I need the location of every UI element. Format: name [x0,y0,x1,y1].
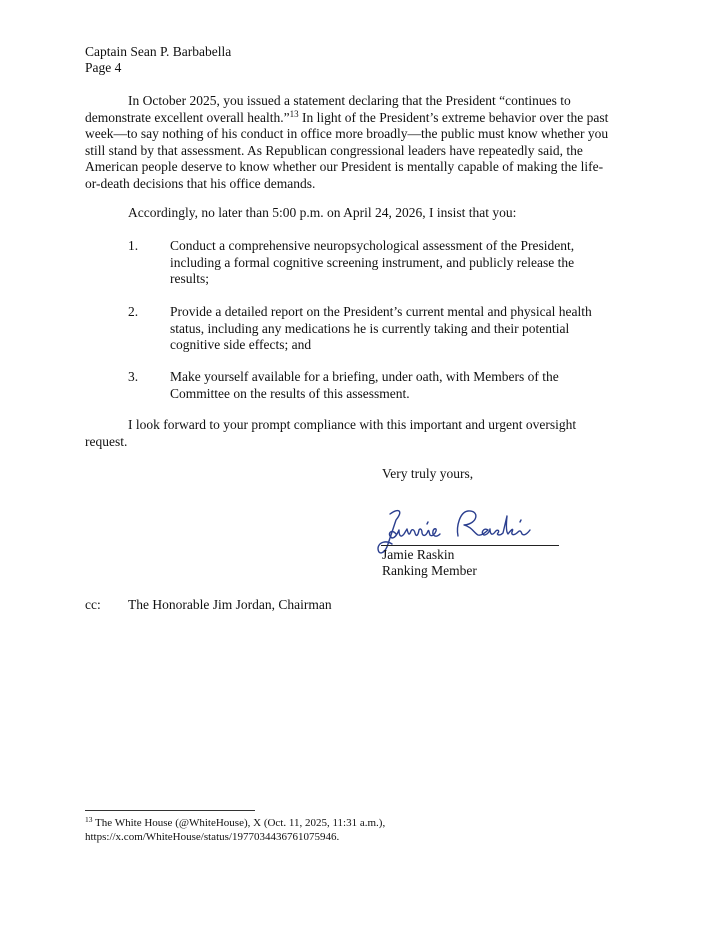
request-item-text [170,238,630,288]
paragraph-line-segment: demonstrate excellent overall health.” [85,109,290,125]
paragraph-line-segment: In light of the President’s extreme behavior over the past [302,109,609,125]
paragraph-line: request. [85,433,128,449]
signer-title: Ranking Member [382,563,477,578]
footnote-reference: 13 [289,108,299,119]
footnote-url: https://x.com/WhiteHouse/status/1977034436761075946. [85,831,340,843]
paragraph-line: or-death decisions that his office demands. [85,175,316,191]
paragraph-closing-request [85,417,630,450]
request-item-line: status, including any medications he is currently taking and their potential [170,320,570,336]
request-item-line: results; [170,271,209,287]
paragraph-line [85,110,630,127]
request-item-line: Committee on the results of this assessment. [170,385,410,401]
paragraph-line: American people deserve to know whether our President is mentally capable of making the life- [85,159,604,175]
recipient-name: Captain Sean P. Barbabella [85,44,232,59]
paragraph-deadline: Accordingly, no later than 5:00 p.m. on April 24, 2026, I insist that you: [128,205,517,220]
cc-label: cc: [85,597,101,612]
request-item-number: 1. [128,238,139,253]
paragraph-line: still stand by that assessment. As Republican congressional leaders have repeatedly said, the [85,142,583,158]
request-item-line: Conduct a comprehensive neuropsychological assessment of the President, [170,238,575,253]
request-item-text [170,369,630,402]
request-item-line: Make yourself available for a briefing, under oath, with Members of the [170,369,559,384]
footnote-text: The White House (@WhiteHouse), X (Oct. 11, 2025, 11:31 a.m.), [92,817,386,829]
paragraph-health-statement [85,93,630,193]
signature-line [381,545,559,546]
footnote-separator [85,810,255,811]
closing-salutation: Very truly yours, [382,466,474,481]
page-number: Page 4 [85,60,122,75]
request-item-number: 3. [128,369,139,384]
footnote-number: 13 [85,815,93,824]
cc-recipient: The Honorable Jim Jordan, Chairman [128,597,332,612]
footnote-line [85,816,385,830]
footnote [85,816,385,844]
request-item-number: 2. [128,304,139,319]
request-item-text [170,304,630,354]
paragraph-line: In October 2025, you issued a statement declaring that the President “continues to [128,93,571,108]
paragraph-line: I look forward to your prompt compliance with this important and urgent oversight [128,417,577,432]
signer-name: Jamie Raskin [382,547,455,562]
request-item-line: including a formal cognitive screening instrument, and publicly release the [170,254,575,270]
paragraph-line: week—to say nothing of his conduct in office more broadly—the public must know whether you [85,126,609,142]
request-item-line: Provide a detailed report on the President’s current mental and physical health [170,304,592,319]
request-item-line: cognitive side effects; and [170,337,312,353]
